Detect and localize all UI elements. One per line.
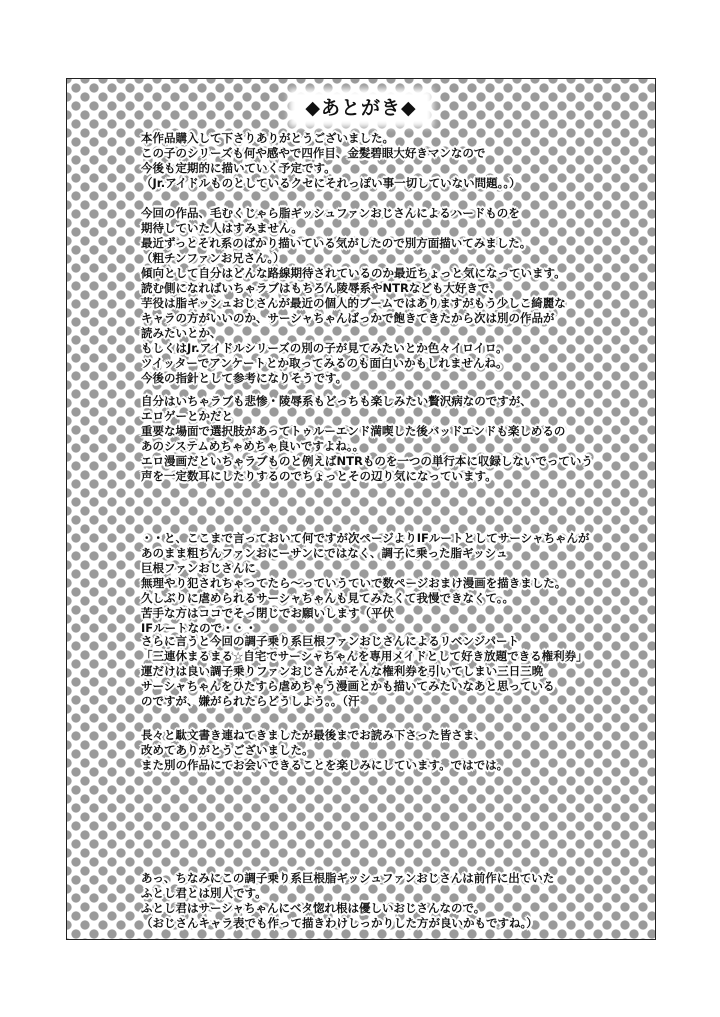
text-line: 最近ずっとそれ系のばかり描いている気がしたので別方面描いてみました。 xyxy=(141,236,532,250)
text-line: 改めてありがとうございました。 xyxy=(141,743,314,757)
text-line: 芋役は脂ギッシュおじさんが最近の個人的ブームではありますがもう少しこ綺麗な xyxy=(141,296,566,310)
text-line: （Jr.アイドルものとしているクセにそれっぽい事一切していない問題。。） xyxy=(141,176,521,190)
text-line: また別の作品にてお会いできることを楽しみにしています。ではでは。 xyxy=(141,758,509,772)
text-line: ふとし君はサーシャちゃんにベタ惚れ根は優しいおじさんなので。 xyxy=(141,901,486,915)
text-line: もしくはJr.アイドルシリーズの別の子が見てみたいとか色々イロイロ。 xyxy=(141,341,508,355)
text-line: サーシャちゃんをひたすら虐めちゃう漫画とかも描いてみたいなあと思っている xyxy=(141,679,555,693)
text-line: 重要な場面で選択肢があってトゥルーエンド満喫した後バッドエンドも楽しめるの xyxy=(141,424,566,438)
text-line: 自分はいちゃラブも悲惨・陵辱系もどっちも楽しみたい贅沢病なのですが、 xyxy=(141,394,532,408)
text-line: IFルートなので・・・ xyxy=(141,621,257,635)
text-line: あっ、ちなみにこの調子乗り系巨根脂ギッシュファンおじさんは前作に出ていた xyxy=(141,871,555,885)
text-line: 読みたいとか、 xyxy=(141,326,222,340)
text-line: 今後の指針として参考になりそうです。 xyxy=(141,371,348,385)
text-line: 「三連休まるまる☆自宅でサーシャちゃんを専用メイドとして好き放題できる権利券」 xyxy=(141,649,588,663)
text-line: キャラの方がいいのか、サーシャちゃんばっかで飽きてきたから次は別の作品が xyxy=(141,311,555,325)
text-line: エロ漫画だといちゃラブものと例えばNTRものを一つの単行本に収録しないでっていう xyxy=(141,454,593,468)
text-line: 苦手な方はココでそっ閉じでお願いします（平伏 xyxy=(141,606,394,620)
text-line: 読む側になればいちゃラブはもちろん陵辱系やNTRなども大好きで、 xyxy=(141,281,501,295)
text-line: ふとし君とは別人です。 xyxy=(141,886,267,900)
page-title xyxy=(67,93,655,120)
text-line: 傾向として自分はどんな路線期待されているのか最近ちょっと気になっています。 xyxy=(141,266,566,280)
text-line: あのまま粗ちんファンおにーサンにではなく、調子に乗った脂ギッシュ xyxy=(141,546,508,560)
text-line: この子のシリーズも何や感やで四作目、金髪碧眼大好きマンなので xyxy=(141,146,486,160)
text-line: 本作品購入して下さりありがとうございました。 xyxy=(141,131,394,145)
text-line: （粗チンファンお兄さん。） xyxy=(141,251,285,265)
text-line: ・・と、ここまで言っておいて何ですが次ページよりIFルートとしてサーシャちゃんが xyxy=(141,531,590,545)
text-line: 無理やり犯されちゃってたら〜っていうていで数ページおまけ漫画を描きました。 xyxy=(141,576,567,590)
text-line: 巨根ファンおじさんに xyxy=(141,561,256,575)
text-line: 運だけは良い調子乗りファンおじさんがそんな権利券を引いてしまい三日三晩 xyxy=(141,664,544,678)
text-line: 声を一定数耳にしたりするのでちょっとその辺り気になっています。 xyxy=(141,469,497,483)
text-line: （おじさんキャラ表でも作って描きわけしっかりした方が良いかもですね。） xyxy=(141,916,538,930)
text-line: 長々と駄文書き連ねてきましたが最後までお読み下さった皆さま、 xyxy=(141,728,486,742)
text-line: さらに言うと今回の調子乗り系巨根ファンおじさんによるリベンジパート xyxy=(141,634,519,648)
title-text: ◆あとがき◆ xyxy=(295,95,426,121)
text-line: 久しぶりに虐められるサーシャちゃんも見てみたくて我慢できなくて。。 xyxy=(141,591,515,605)
text-line: エロゲーとかだと xyxy=(141,409,233,423)
text-line: ツイッターでアンケートとか取ってみるのも面白いかもしれませんね。 xyxy=(141,356,508,370)
text-line: あのシステムめちゃめちゃ良いですよね。。 xyxy=(141,439,365,453)
text-line: 今回の作品、毛むくじゃら脂ギッシュファンおじさんによるハードものを xyxy=(141,206,520,220)
text-line: 今後も定期的に描いていく予定です。 xyxy=(141,161,336,175)
afterword-panel xyxy=(66,78,656,940)
text-line: 期待していた人はすみません。 xyxy=(141,221,303,235)
text-line: のですが、嫌がられたらどうしよう。。（汗 xyxy=(141,694,360,708)
